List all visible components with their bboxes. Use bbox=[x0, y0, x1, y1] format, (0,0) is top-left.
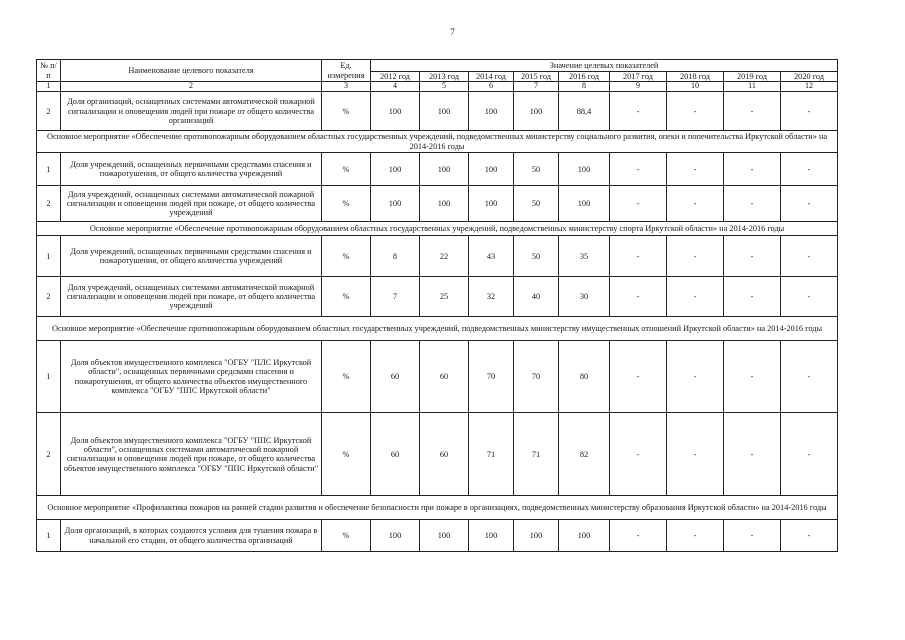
unit: % bbox=[322, 413, 371, 496]
value-cell: 100 bbox=[559, 153, 610, 186]
value-cell: - bbox=[610, 186, 667, 222]
value-cell: - bbox=[781, 277, 838, 317]
row-number: 2 bbox=[37, 186, 61, 222]
unit: % bbox=[322, 277, 371, 317]
value-cell: - bbox=[724, 186, 781, 222]
header-column-number: 2 bbox=[61, 82, 322, 92]
header-unit: Ед. измерения bbox=[322, 60, 371, 82]
header-year: 2016 год bbox=[559, 72, 610, 82]
section-row bbox=[37, 496, 838, 520]
indicator-row bbox=[37, 186, 838, 222]
value-cell: - bbox=[667, 277, 724, 317]
row-number: 1 bbox=[37, 153, 61, 186]
value-cell: 88,4 bbox=[559, 92, 610, 131]
header-column-number: 4 bbox=[371, 82, 420, 92]
section-title: Основное мероприятие «Обеспечение противопожарным оборудованием областных государственных учреждений, подведомственных министерству спорта Иркутской области» на 2014-2016 годы bbox=[37, 222, 838, 236]
indicator-row bbox=[37, 413, 838, 496]
value-cell: 100 bbox=[469, 92, 514, 131]
value-cell: - bbox=[667, 236, 724, 277]
value-cell: 100 bbox=[420, 92, 469, 131]
page-number: 7 bbox=[450, 27, 455, 37]
header-year: 2014 год bbox=[469, 72, 514, 82]
header-name: Наименование целевого показателя bbox=[61, 60, 322, 82]
value-cell: 100 bbox=[514, 92, 559, 131]
value-cell: 60 bbox=[420, 341, 469, 413]
value-cell: - bbox=[781, 186, 838, 222]
value-cell: 100 bbox=[420, 186, 469, 222]
value-cell: 25 bbox=[420, 277, 469, 317]
value-cell: - bbox=[724, 520, 781, 552]
value-cell: 100 bbox=[371, 153, 420, 186]
row-number: 1 bbox=[37, 341, 61, 413]
value-cell: - bbox=[724, 236, 781, 277]
header-year: 2017 год bbox=[610, 72, 667, 82]
value-cell: - bbox=[781, 341, 838, 413]
indicator-name: Доля учреждений, оснащенных системами автоматической пожарной сигнализации и оповещения людей при пожаре, от общего количества учреждений bbox=[61, 277, 322, 317]
unit: % bbox=[322, 186, 371, 222]
value-cell: 100 bbox=[469, 520, 514, 552]
section-title: Основное мероприятие «Профилактика пожаров на ранней стадии развития и обеспечение безопасности при пожаре в организациях, подведомственных министерству образования Иркутской области» на 2014-2016 годы bbox=[37, 496, 838, 520]
value-cell: 43 bbox=[469, 236, 514, 277]
header-year: 2015 год bbox=[514, 72, 559, 82]
indicator-row bbox=[37, 153, 838, 186]
value-cell: - bbox=[724, 92, 781, 131]
header-year: 2013 год bbox=[420, 72, 469, 82]
value-cell: 100 bbox=[559, 520, 610, 552]
value-cell: - bbox=[667, 186, 724, 222]
value-cell: 32 bbox=[469, 277, 514, 317]
value-cell: - bbox=[610, 153, 667, 186]
value-cell: 50 bbox=[514, 186, 559, 222]
row-number: 1 bbox=[37, 520, 61, 552]
value-cell: - bbox=[610, 520, 667, 552]
value-cell: 70 bbox=[514, 341, 559, 413]
value-cell: 22 bbox=[420, 236, 469, 277]
section-title: Основное мероприятие «Обеспечение противопожарным оборудованием областных государственных учреждений, подведомственных министерству социального развития, опеки и попечительства Иркутской области» на 2014-2016 годы bbox=[37, 131, 838, 153]
header-column-number: 3 bbox=[322, 82, 371, 92]
value-cell: 82 bbox=[559, 413, 610, 496]
value-cell: 60 bbox=[371, 341, 420, 413]
value-cell: - bbox=[667, 413, 724, 496]
row-number: 2 bbox=[37, 92, 61, 131]
value-cell: - bbox=[610, 413, 667, 496]
value-cell: - bbox=[781, 153, 838, 186]
value-cell: 100 bbox=[469, 186, 514, 222]
value-cell: - bbox=[724, 153, 781, 186]
indicator-row bbox=[37, 236, 838, 277]
value-cell: 7 bbox=[371, 277, 420, 317]
value-cell: - bbox=[781, 520, 838, 552]
header-column-number: 8 bbox=[559, 82, 610, 92]
header-column-number: 6 bbox=[469, 82, 514, 92]
indicator-name: Доля учреждений, оснащенных первичными средствами спасения и пожаротушения, от общего количества учреждений bbox=[61, 236, 322, 277]
section-row bbox=[37, 222, 838, 236]
section-row bbox=[37, 317, 838, 341]
indicator-row bbox=[37, 92, 838, 131]
value-cell: 100 bbox=[559, 186, 610, 222]
target-indicators-table bbox=[36, 59, 838, 552]
value-cell: 80 bbox=[559, 341, 610, 413]
indicator-row bbox=[37, 341, 838, 413]
value-cell: 100 bbox=[469, 153, 514, 186]
section-title: Основное мероприятие «Обеспечение противопожарным оборудованием областных государственных учреждений, подведомственных министерству имущественных отношений Иркутской области» на 2014-2016 годы bbox=[37, 317, 838, 341]
header-year: 2019 год bbox=[724, 72, 781, 82]
unit: % bbox=[322, 520, 371, 552]
unit: % bbox=[322, 341, 371, 413]
header-column-number: 7 bbox=[514, 82, 559, 92]
unit: % bbox=[322, 92, 371, 131]
header-column-number: 11 bbox=[724, 82, 781, 92]
value-cell: - bbox=[610, 92, 667, 131]
header-column-number: 9 bbox=[610, 82, 667, 92]
row-number: 1 bbox=[37, 236, 61, 277]
value-cell: 71 bbox=[514, 413, 559, 496]
header-column-number: 5 bbox=[420, 82, 469, 92]
value-cell: - bbox=[781, 413, 838, 496]
value-cell: 100 bbox=[371, 520, 420, 552]
header-values: Значение целевых показателей bbox=[371, 60, 838, 72]
value-cell: - bbox=[667, 520, 724, 552]
value-cell: 70 bbox=[469, 341, 514, 413]
value-cell: - bbox=[610, 341, 667, 413]
header-column-number: 12 bbox=[781, 82, 838, 92]
unit: % bbox=[322, 236, 371, 277]
value-cell: 71 bbox=[469, 413, 514, 496]
indicator-name: Доля учреждений, оснащенных первичными средствами спасения и пожаротушения, от общего количества учреждений bbox=[61, 153, 322, 186]
header-column-number: 10 bbox=[667, 82, 724, 92]
row-number: 2 bbox=[37, 413, 61, 496]
value-cell: 8 bbox=[371, 236, 420, 277]
value-cell: 50 bbox=[514, 236, 559, 277]
indicator-row bbox=[37, 277, 838, 317]
value-cell: - bbox=[724, 277, 781, 317]
value-cell: 30 bbox=[559, 277, 610, 317]
value-cell: - bbox=[781, 92, 838, 131]
value-cell: - bbox=[724, 341, 781, 413]
row-number: 2 bbox=[37, 277, 61, 317]
value-cell: 100 bbox=[420, 520, 469, 552]
unit: % bbox=[322, 153, 371, 186]
value-cell: - bbox=[724, 413, 781, 496]
indicator-row bbox=[37, 520, 838, 552]
value-cell: - bbox=[610, 236, 667, 277]
indicator-name: Доля организаций, в которых создаются условия для тушения пожара в начальной его стадии, от общего количества организаций bbox=[61, 520, 322, 552]
indicator-name: Доля учреждений, оснащенных системами автоматической пожарной сигнализации и оповещения людей при пожаре, от общего количества учреждений bbox=[61, 186, 322, 222]
header-year: 2020 год bbox=[781, 72, 838, 82]
value-cell: - bbox=[667, 341, 724, 413]
value-cell: 35 bbox=[559, 236, 610, 277]
value-cell: 60 bbox=[420, 413, 469, 496]
section-row bbox=[37, 131, 838, 153]
value-cell: 40 bbox=[514, 277, 559, 317]
value-cell: 50 bbox=[514, 153, 559, 186]
value-cell: - bbox=[667, 153, 724, 186]
value-cell: - bbox=[610, 277, 667, 317]
header-no: № п/п bbox=[37, 60, 61, 82]
value-cell: 100 bbox=[514, 520, 559, 552]
indicator-name: Доля объектов имущественного комплекса "ОГБУ "ППС Иркутской области", оснащенных системами автоматической пожарной сигнализации и оповещения людей при пожаре, от общего количества объектов имущественного комплекса "ОГБУ "ППС Иркутской области" bbox=[61, 413, 322, 496]
value-cell: - bbox=[781, 236, 838, 277]
value-cell: 100 bbox=[371, 92, 420, 131]
header-year: 2018 год bbox=[667, 72, 724, 82]
value-cell: 100 bbox=[420, 153, 469, 186]
value-cell: 100 bbox=[371, 186, 420, 222]
indicator-name: Доля объектов имущественного комплекса "ОГБУ "ПЛС Иркутской области", оснащенных первичными средсвами спасения и пожаротушения, от общего количества объектов имущественного комплекса "ОГБУ "ППС Иркутской области" bbox=[61, 341, 322, 413]
header-year: 2012 год bbox=[371, 72, 420, 82]
indicator-name: Доля организаций, оснащенных системами автоматической пожарной сигнализации и оповещения людей при пожаре от общего количества организаций bbox=[61, 92, 322, 131]
header-column-number: 1 bbox=[37, 82, 61, 92]
value-cell: 60 bbox=[371, 413, 420, 496]
value-cell: - bbox=[667, 92, 724, 131]
